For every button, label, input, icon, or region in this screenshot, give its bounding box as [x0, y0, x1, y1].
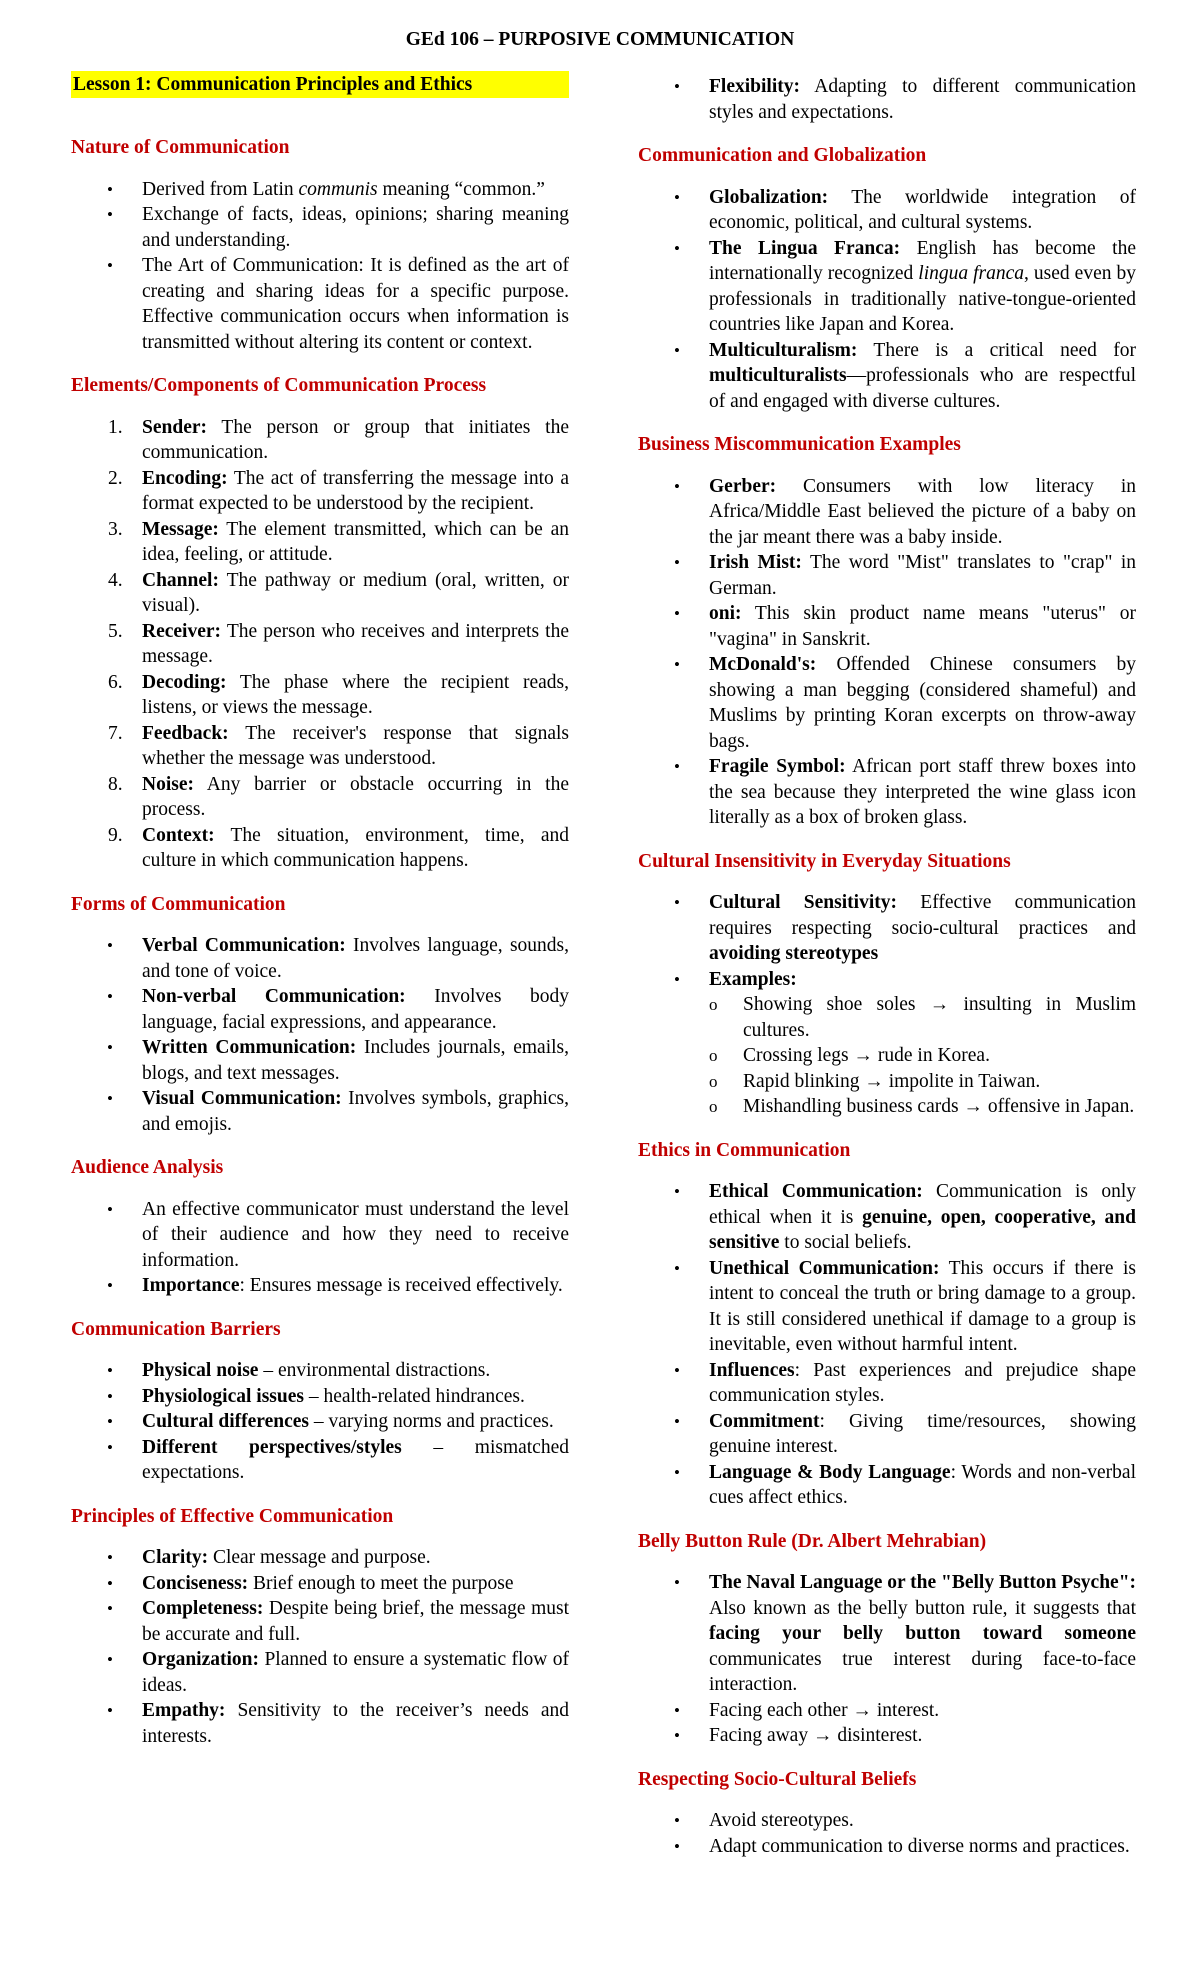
cultural-list: [638, 890, 1136, 1120]
section-heading-respect: Respecting Socio-Cultural Beliefs: [638, 1768, 917, 1790]
list-item: • Derived from Latin communis meaning “common.”: [71, 177, 569, 203]
bullet-icon: •: [674, 77, 680, 96]
bullet-icon: •: [674, 340, 680, 360]
bullet-icon: •: [107, 1412, 113, 1431]
bullet-icon: •: [674, 1360, 680, 1380]
section-heading-belly: Belly Button Rule (Dr. Albert Mehrabian): [638, 1530, 987, 1552]
bullet-icon: •: [107, 936, 113, 955]
barriers-list: [71, 1358, 569, 1486]
list-item: • The Lingua Franca: English has become the internationally recognized lingua franca, used even by professionals in traditionally native-tongue-oriented countries like Japan and Korea.: [674, 237, 1137, 335]
section-heading-ethics: Ethics in Communication: [638, 1139, 851, 1161]
list-item: • Facing away → disinterest.: [638, 1723, 1136, 1749]
list-item: • oni: This skin product name means "uterus" or "vagina" in Sanskrit.: [674, 603, 1136, 650]
bullet-icon: •: [674, 1836, 680, 1856]
ethics-list: [638, 1179, 1136, 1511]
sub-list-item: o Rapid blinking → impolite in Taiwan.: [709, 1069, 1136, 1095]
list-item: • The Naval Language or the "Belly Button Psyche": Also known as the belly button rule, it suggests that facing your belly button toward someone communicates true interest during face-to-face interaction.: [674, 1572, 1137, 1695]
list-item: • Globalization: The worldwide integration of economic, political, and cultural systems.: [674, 186, 1136, 233]
bullet-icon: •: [674, 1700, 680, 1720]
list-item: • Physical noise – environmental distractions.: [71, 1358, 569, 1384]
list-item: • Empathy: Sensitivity to the receiver’s needs and interests.: [107, 1700, 569, 1747]
sub-list-item: o Mishandling business cards → offensive in Japan.: [709, 1094, 1136, 1120]
bullet-icon: •: [674, 1573, 680, 1592]
sub-bullet-icon: o: [709, 1097, 718, 1116]
bullet-icon: •: [107, 256, 113, 275]
sub-bullet-icon: o: [709, 1071, 718, 1091]
section-heading-audience: Audience Analysis: [71, 1157, 224, 1178]
section-heading-elements: Elements/Components of Communication Process: [71, 375, 487, 396]
left-column: [71, 71, 569, 1749]
flexibility-list: [638, 74, 1136, 125]
bullet-icon: •: [107, 1199, 113, 1219]
bullet-icon: •: [674, 604, 680, 623]
list-item: • Physiological issues – health-related hindrances.: [71, 1384, 569, 1410]
list-item: 4. Channel: The pathway or medium (oral, written, or visual).: [108, 569, 569, 616]
list-item: • Fragile Symbol: African port staff threw boxes into the sea because they interpreted the wine glass icon literally as a box of broken glass.: [674, 756, 1136, 828]
section-heading-cultural: Cultural Insensitivity in Everyday Situations: [638, 850, 1011, 872]
list-item: • Conciseness: Brief enough to meet the purpose: [71, 1571, 569, 1597]
sub-list-item: o Crossing legs → rude in Korea.: [709, 1043, 1136, 1069]
list-item: 1. Sender: The person or group that initiates the communication.: [108, 416, 569, 463]
sub-bullet-icon: o: [709, 1046, 718, 1065]
list-item: • Exchange of facts, ideas, opinions; sharing meaning and understanding.: [107, 204, 569, 251]
bullet-icon: •: [107, 1386, 113, 1406]
sub-bullet-icon: o: [709, 995, 718, 1014]
list-item: • Clarity: Clear message and purpose.: [71, 1545, 569, 1571]
section-heading-barriers: Communication Barriers: [71, 1318, 281, 1340]
bullet-icon: •: [107, 1650, 113, 1669]
audience-list: [71, 1197, 569, 1299]
bullet-icon: •: [107, 987, 113, 1006]
list-item: • Cultural differences – varying norms and practices.: [71, 1409, 569, 1435]
list-item: • Adapt communication to diverse norms and practices.: [638, 1834, 1136, 1860]
belly-list: [638, 1570, 1136, 1749]
list-item: • Visual Communication: Involves symbols, graphics, and emojis.: [107, 1088, 569, 1135]
bullet-icon: •: [674, 893, 680, 912]
list-item: • Cultural Sensitivity: Effective communication requires respecting socio-cultural practices and avoiding stereotypes: [674, 892, 1136, 964]
section-heading-globalization: Communication and Globalization: [638, 145, 927, 166]
sub-list-item: o Showing shoe soles → insulting in Muslim cultures.: [709, 994, 1136, 1041]
list-item: • Avoid stereotypes.: [638, 1808, 1136, 1834]
list-item: • Multiculturalism: There is a critical need for multiculturalists—professionals who are respectful of and engaged with diverse cultures.: [674, 339, 1136, 412]
bullet-icon: •: [674, 1726, 680, 1745]
section-heading-principles: Principles of Effective Communication: [71, 1505, 394, 1527]
right-column: [638, 71, 1136, 1859]
lesson-title: Lesson 1: Communication Principles and Ethics: [71, 71, 569, 98]
list-item: 5. Receiver: The person who receives and interprets the message.: [108, 620, 569, 667]
forms-list: [71, 933, 569, 1137]
list-item: • Ethical Communication: Communication is only ethical when it is genuine, open, cooperative, and sensitive to social beliefs.: [674, 1181, 1136, 1253]
examples-sublist: [709, 992, 1136, 1120]
bullet-icon: •: [107, 1089, 113, 1108]
bullet-icon: •: [674, 1462, 680, 1482]
bullet-icon: •: [107, 1701, 113, 1720]
bullet-icon: •: [107, 1599, 113, 1618]
bullet-icon: •: [674, 553, 680, 572]
section-heading-business: Business Miscommunication Examples: [638, 434, 961, 455]
bullet-icon: •: [107, 1361, 113, 1380]
list-item: • Written Communication: Includes journals, emails, blogs, and text messages.: [107, 1037, 569, 1084]
list-item: • Commitment: Giving time/resources, showing genuine interest.: [674, 1410, 1136, 1457]
list-item: • Irish Mist: The word "Mist" translates to "crap" in German.: [674, 552, 1137, 599]
globalization-list: [638, 185, 1136, 415]
nature-list: [71, 177, 569, 356]
list-item: 8. Noise: Any barrier or obstacle occurring in the process.: [108, 773, 569, 820]
bullet-icon: •: [674, 1811, 680, 1830]
bullet-icon: •: [107, 1437, 113, 1457]
principles-list: [71, 1545, 569, 1749]
bullet-icon: •: [674, 1411, 680, 1431]
list-item: • Gerber: Consumers with low literacy in Africa/Middle East believed the picture of a baby on the jar meant there was a baby inside.: [674, 475, 1136, 548]
section-heading-nature: Nature of Communication: [71, 137, 290, 158]
list-item: • Flexibility: Adapting to different communication styles and expectations.: [674, 76, 1136, 123]
list-item: • An effective communicator must understand the level of their audience and how they need to receive information.: [107, 1198, 569, 1271]
bullet-icon: •: [107, 205, 113, 224]
list-item: 6. Decoding: The phase where the recipient reads, listens, or views the message.: [108, 671, 569, 718]
bullet-icon: •: [674, 1258, 680, 1278]
list-item: • Verbal Communication: Involves language, sounds, and tone of voice.: [107, 935, 569, 982]
list-item: • Facing each other → interest.: [638, 1698, 1136, 1724]
bullet-icon: •: [107, 1038, 113, 1057]
list-item: • Non-verbal Communication: Involves body language, facial expressions, and appearance.: [107, 986, 570, 1033]
bullet-icon: •: [674, 187, 680, 207]
list-item: • McDonald's: Offended Chinese consumers by showing a man begging (considered shameful) and Muslims by printing Koran excerpts on throw-away bags.: [674, 654, 1136, 752]
bullet-icon: •: [674, 238, 680, 258]
list-item: 3. Message: The element transmitted, which can be an idea, feeling, or attitude.: [108, 518, 569, 565]
list-item: • Unethical Communication: This occurs if there is intent to conceal the truth or bring damage to a group. It is still considered unethical if damage to a group is inevitable, even without harmful intent.: [674, 1257, 1136, 1355]
business-list: [638, 474, 1136, 831]
bullet-icon: •: [107, 1573, 113, 1593]
list-item: • Importance: Ensures message is received effectively.: [71, 1273, 569, 1299]
bullet-icon: •: [674, 476, 680, 496]
page-title: GEd 106 – PURPOSIVE COMMUNICATION: [405, 29, 795, 50]
list-item: • Examples: o Showing shoe soles → insulting in Muslim cultures. o Crossing legs → rude in Korea. o Rapid blinking → impolite in Taiwan. o Mishandling business cards → offensive in Japan.: [638, 967, 1136, 1120]
bullet-icon: •: [107, 1548, 113, 1567]
bullet-icon: •: [107, 179, 113, 199]
section-heading-forms: Forms of Communication: [71, 893, 286, 915]
list-item: • Influences: Past experiences and prejudice shape communication styles.: [674, 1359, 1136, 1406]
list-item: • The Art of Communication: It is defined as the art of creating and sharing ideas for a specific purpose. Effective communication occurs when information is transmitted without altering its content or context.: [107, 255, 569, 353]
bullet-icon: •: [674, 757, 680, 776]
bullet-icon: •: [674, 969, 680, 989]
list-item: • Organization: Planned to ensure a systematic flow of ideas.: [107, 1649, 569, 1696]
list-item: • Language & Body Language: Words and non-verbal cues affect ethics.: [674, 1461, 1136, 1508]
list-item: • Different perspectives/styles – mismatched expectations.: [107, 1436, 569, 1483]
bullet-icon: •: [674, 655, 680, 674]
bullet-icon: •: [107, 1276, 113, 1295]
list-item: 9. Context: The situation, environment, time, and culture in which communication happens.: [108, 824, 569, 871]
list-item: 7. Feedback: The receiver's response that signals whether the message was understood.: [108, 722, 569, 769]
bullet-icon: •: [674, 1182, 680, 1201]
list-item: 2. Encoding: The act of transferring the message into a format expected to be understood by the recipient.: [108, 467, 569, 514]
respect-list: [638, 1808, 1136, 1859]
list-item: • Completeness: Despite being brief, the message must be accurate and full.: [107, 1598, 569, 1645]
elements-list: [71, 415, 569, 874]
